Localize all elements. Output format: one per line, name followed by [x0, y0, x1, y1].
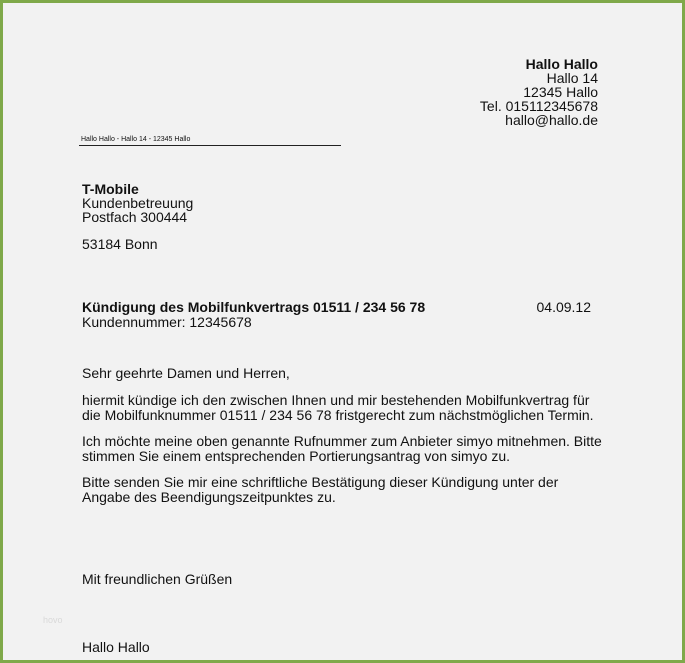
sender-phone: Tel. 015112345678 [479, 98, 598, 114]
recipient-block [82, 182, 193, 251]
sender-block [480, 57, 598, 127]
body-line: hiermit kündige ich den zwischen Ihnen und mir bestehenden Mobilfunkvertrag für [82, 392, 590, 408]
body-paragraph-1 [82, 393, 594, 423]
sender-email: hallo@hallo.de [505, 112, 598, 128]
signature: Hallo Hallo [82, 639, 150, 655]
sender-city: 12345 Hallo [523, 84, 598, 100]
body-line: Ich möchte meine oben genannte Rufnummer zum Anbieter simyo mitnehmen. Bitte [82, 433, 602, 449]
recipient-pobox: Postfach 300444 [82, 209, 188, 225]
body-line: Angabe des Beendigungszeitpunktes zu. [82, 489, 336, 505]
sender-street: Hallo 14 [546, 70, 598, 86]
body-paragraph-3 [82, 475, 558, 505]
sender-name: Hallo Hallo [525, 56, 598, 72]
recipient-city: 53184 Bonn [82, 236, 158, 252]
body-line: stimmen Sie einem entsprechenden Portierungsantrag von simyo zu. [82, 448, 510, 464]
salutation: Sehr geehrte Damen und Herren, [82, 365, 290, 381]
body-line: Bitte senden Sie mir eine schriftliche Bestätigung dieser Kündigung unter der [82, 474, 559, 490]
body-line: die Mobilfunknummer 01511 / 234 56 78 fristgerecht zum nächstmöglichen Termin. [82, 407, 594, 423]
recipient-department: Kundenbetreuung [82, 195, 194, 211]
subject-line: Kündigung des Mobilfunkvertrags 01511 / 234 56 78 [82, 299, 426, 315]
letter-date: 04.09.12 [536, 299, 591, 315]
customer-number: Kundennummer: 12345678 [82, 314, 252, 330]
body-paragraph-2 [82, 434, 602, 464]
return-address-line: Hallo Hallo - Hallo 14 - 12345 Hallo [79, 136, 341, 146]
recipient-company: T-Mobile [82, 181, 139, 197]
closing: Mit freundlichen Grüßen [82, 571, 233, 587]
watermark: hovo [43, 615, 63, 625]
